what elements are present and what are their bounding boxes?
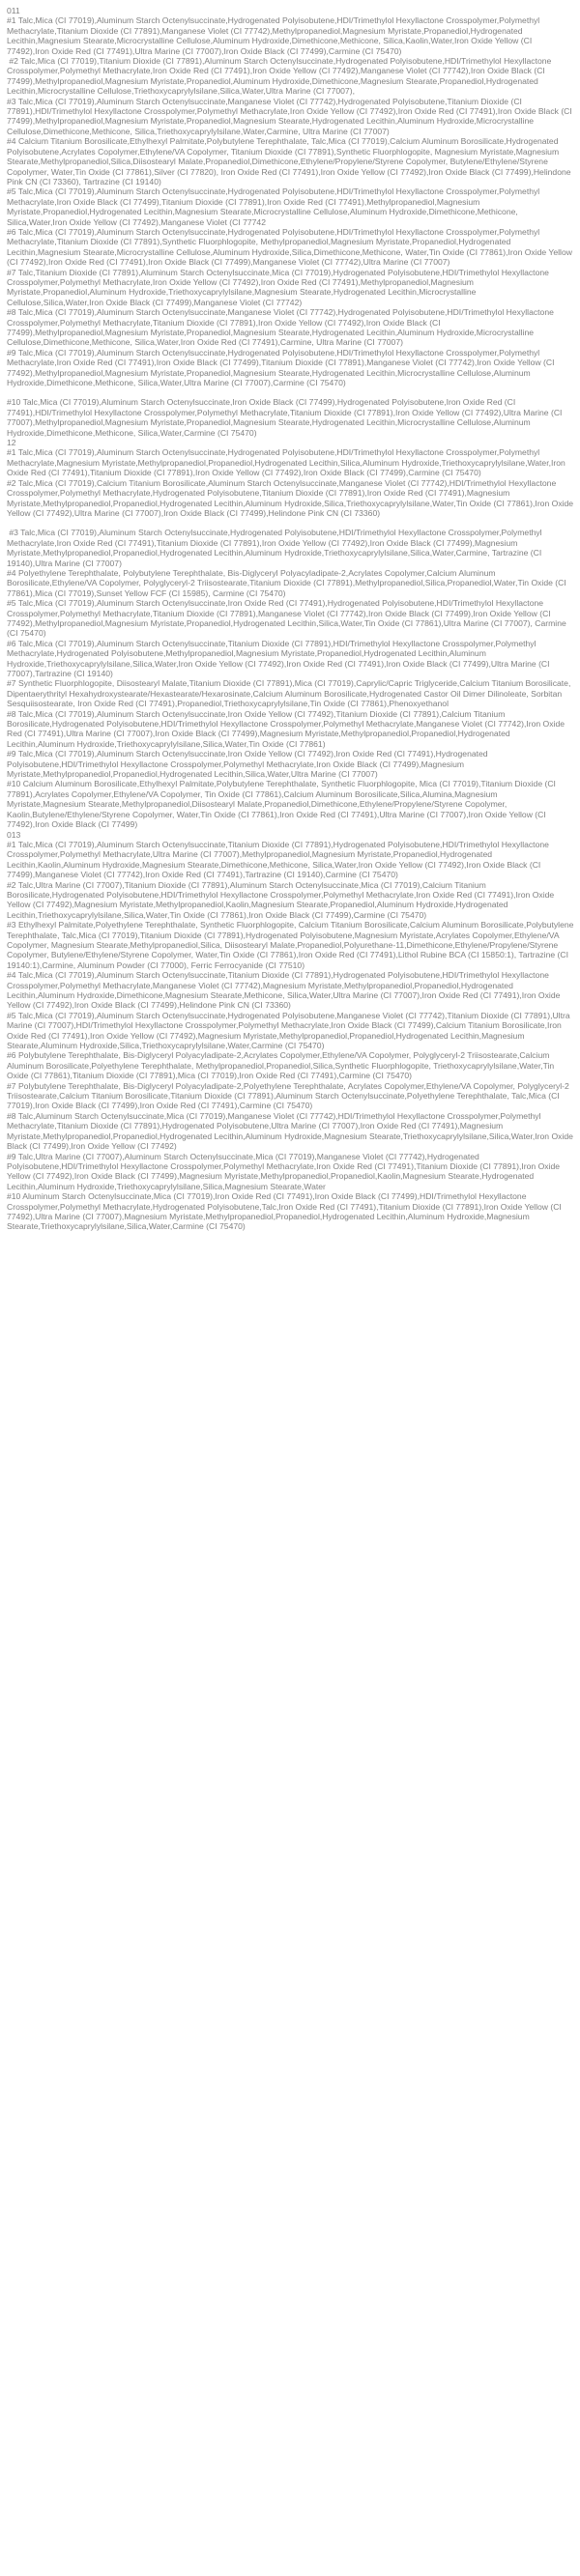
ingredient-paragraph: #4 Polyethylene Terephthalate, Polybutylene Terephthalate, Bis-Diglyceryl Polyacyladipate-2,Acrylates Copolymer,Calcium Aluminum Borosilicate,Ethylene/VA Copolymer, Polyglyceryl-2 Triisostearate,Titanium Dioxide (CI 77891),Methylpropanediol,Silica,Propanediol,Water,Tin Oxide (CI 77861),Mica (CI 77019),Sunset Yellow FCF (CI 15985), Carmine (CI 75470) <box>7 567 569 598</box>
ingredient-paragraph: #9 Talc,Mica (CI 77019),Aluminum Starch Octenylsuccinate,Iron Oxide Yellow (CI 77492),Iron Oxide Red (CI 77491),Hydrogenated Polyisobutene,HDI/Trimethylol Hexyllactone Crosspolymer,Polymethyl Methacrylate,Iron Oxide Black (CI 77499),Magnesium Myristate,Methylpropanediol,Propanediol,Hydrogenated Lecithin,Silica,Water,Ultra Marine (CI 77007) <box>7 749 490 780</box>
ingredient-paragraph: #3 Ethylhexyl Palmitate,Polyethylene Terephthalate, Synthetic Fluorphlogopite, Calcium Titanium Borosilicate,Calcium Aluminum Borosilicate,Polybutylene Terephthalate, Talc,Mica (CI 77019),Titanium Dioxide (CI 77891),Hydrogenated Polyisobutene,Magnesium Myristate,Acrylates Copolymer,Ethylene/VA Copolymer, Magnesium Stearate,Methylpropanediol,Silica, Diisostearyl Malate,Propanediol,Polyurethane-11,Dimethicone,Ethylene/Propylene/Styrene Copolymer, Butylene/Ethylene/Styrene Copolymer, Water,Tin Oxide (CI 77861),Iron Oxide Red (CI 77491),Lithol Rubine BCA (CI 15850:1), Tartrazine (CI 19140:1),Carmine, Aluminum Powder (CI 77000), Ferric Ferrocyanide (CI 77510) <box>7 920 576 970</box>
ingredient-paragraph: #5 Talc,Mica (CI 77019),Aluminum Starch Octenylsuccinate,Hydrogenated Polyisobutene,HDI/Trimethylol Hexyllactone Crosspolymer,Polymethyl Methacrylate,Iron Oxide Black (CI 77499),Titanium Dioxide (CI 77891),Iron Oxide Red (CI 77491),Methylpropanediol,Magnesium Myristate,Propanediol,Hydrogenated Lecithin,Magnesium Stearate,Microcrystalline Cellulose,Aluminum Hydroxide,Dimethicone,Methicone, Silica,Water,Iron Oxide Yellow (CI 77492),Manganese Violet (CI 77742 <box>7 186 542 227</box>
ingredient-paragraph: #4 Calcium Titanium Borosilicate,Ethylhexyl Palmitate,Polybutylene Terephthalate, Talc,Mica (CI 77019),Calcium Aluminum Borosilicate,Hydrogenated Polyisobutene,Acrylates Copolymer,Ethylene/VA Copolymer, Titanium Dioxide (CI 77891),Synthetic Fluorphlogopite, Magnesium Myristate,Magnesium Stearate,Methylpropanediol,Silica,Diisostearyl Malate,Propanediol,Dimethicone,Ethylene/Propylene/Styrene Copolymer, Butylene/Ethylene/Styrene Copolymer, Water,Tin Oxide (CI 77861),Silver (CI 77820), Iron Oxide Red (CI 77491),Iron Oxide Yellow (CI 77492),Iron Oxide Black (CI 77499),Helindone Pink CN (CI 73360), Tartrazine (CI 19140) <box>7 136 573 186</box>
ingredient-paragraph: #4 Talc,Mica (CI 77019),Aluminum Starch Octenylsuccinate,Titanium Dioxide (CI 77891),Hydrogenated Polyisobutene,HDI/Trimethylol Hexyllactone Crosspolymer,Polymethyl Methacrylate,Manganese Violet (CI 77742),Magnesium Myristate,Methylpropanediol,Propanediol,Hydrogenated Lecithin,Aluminum Hydroxide,Dimethicone,Magnesium Stearate,Methicone, Silica,Water,Ultra Marine (CI 77007),Iron Oxide Red (CI 77491),Iron Oxide Yellow (CI 77492),Iron Oxide Black (CI 77499),Helindone Pink CN (CI 73360) <box>7 970 563 1011</box>
ingredient-paragraph: #7 Polybutylene Terephthalate, Bis-Diglyceryl Polyacyladipate-2,Polyethylene Terephthalate, Acrylates Copolymer,Ethylene/VA Copolymer, Polyglyceryl-2 Triisostearate,Calcium Titanium Borosilicate,Titanium Dioxide (CI 77891),Aluminum Starch Octenylsuccinate,Polyethylene Terephthalate, Talc,Mica (CI 77019),Iron Oxide Black (CI 77499),Iron Oxide Red (CI 77491),Carmine (CI 75470) <box>7 1080 572 1111</box>
ingredient-paragraph: #8 Talc,Aluminum Starch Octenylsuccinate,Mica (CI 77019),Manganese Violet (CI 77742),HDI/Trimethylol Hexyllactone Crosspolymer,Polymethyl Methacrylate,Titanium Dioxide (CI 77891),Hydrogenated Polyisobutene,Ultra Marine (CI 77007),Iron Oxide Red (CI 77491),Magnesium Myristate,Methylpropanediol,Propanediol,Hydrogenated Lecithin,Aluminum Hydroxide,Magnesium Stearate,Triethoxycaprylylsilane,Silica,Water,Iron Oxide Black (CI 77499),Iron Oxide Yellow (CI 77492) <box>7 1110 576 1152</box>
ingredient-paragraph: #6 Talc,Mica (CI 77019),Aluminum Starch Octenylsuccinate,Hydrogenated Polyisobutene,HDI/Trimethylol Hexyllactone Crosspolymer,Polymethyl Methacrylate,Titanium Dioxide (CI 77891),Synthetic Fluorphlogopite, Methylpropanediol,Magnesium Myristate,Propanediol,Hydrogenated Lecithin,Magnesium Stearate,Microcrystalline Cellulose,Aluminum Hydroxide,Silica,Dimethicone,Methicone, Water,Tin Oxide (CI 77861),Iron Oxide Yellow (CI 77492),Iron Oxide Red (CI 77491),Iron Oxide Black (CI 77499),Manganese Violet (CI 77742),Ultra Marine (CI 77007) <box>7 226 575 268</box>
ingredient-paragraph: 013 #1 Talc,Mica (CI 77019),Aluminum Starch Octenylsuccinate,Titanium Dioxide (CI 77891),Hydrogenated Polyisobutene,HDI/Trimethylol Hexyllactone Crosspolymer,Polymethyl Methacrylate,Ultra Marine (CI 77007),Methylpropanediol,Magnesium Myristate,Propanediol,Hydrogenated Lecithin,Kaolin,Aluminum Hydroxide,Magnesium Stearate,Dimethicone,Methicone, Silica,Water,Iron Oxide Yellow (CI 77492),Iron Oxide Black (CI 77499),Manganese Violet (CI 77742),Iron Oxide Red (CI 77491),Tartrazine (CI 19140),Carmine (CI 75470) <box>7 829 549 880</box>
ingredient-paragraph: #2 Talc,Mica (CI 77019),Calcium Titanium Borosilicate,Aluminum Starch Octenylsuccinate,Manganese Violet (CI 77742),HDI/Trimethylol Hexyllactone Crosspolymer,Polymethyl Methacrylate,Hydrogenated Polyisobutene,Titanium Dioxide (CI 77891),Iron Oxide Red (CI 77491),Magnesium Myristate,Methylpropanediol,Propanediol,Hydrogenated Lecithin,Aluminum Hydroxide,Silica,Triethoxycaprylylsilane,Water,Tin Oxide (CI 77861),Iron Oxide Yellow (CI 77492),Ultra Marine (CI 77007),Iron Oxide Black (CI 77499),Helindone Pink CN (CI 73360) <box>7 477 576 518</box>
ingredient-paragraph: #2 Talc,Ultra Marine (CI 77007),Titanium Dioxide (CI 77891),Aluminum Starch Octenylsuccinate,Mica (CI 77019),Calcium Titanium Borosilicate,Hydrogenated Polyisobutene,HDI/Trimethylol Hexyllactone Crosspolymer,Polymethyl Methacrylate,Iron Oxide Red (CI 77491),Iron Oxide Yellow (CI 77492),Magnesium Myristate,Methylpropanediol,Kaolin,Magnesium Stearate,Propanediol,Aluminum Hydroxide,Hydrogenated Lecithin,Triethoxycaprylylsilane,Silica,Water,Tin Oxide (CI 77861),Iron Oxide Black (CI 77499),Carmine (CI 75470) <box>7 879 557 920</box>
ingredient-paragraph: #6 Polybutylene Terephthalate, Bis-Diglyceryl Polyacyladipate-2,Acrylates Copolymer,Ethylene/VA Copolymer, Polyglyceryl-2 Triisostearate,Calcium Aluminum Borosilicate,Polyethylene Terephthalate, Methylpropanediol,Propanediol,Silica,Synthetic Fluorphlogopite, Triethoxycaprylylsilane,Water,Tin Oxide (CI 77861),Titanium Dioxide (CI 77891),Mica (CI 77019),Iron Oxide Red (CI 77491),Carmine (CI 75470) <box>7 1050 557 1081</box>
paragraph-gap <box>7 518 574 528</box>
ingredient-paragraph: #10 Aluminum Starch Octenylsuccinate,Mica (CI 77019),Iron Oxide Red (CI 77491),Iron Oxide Black (CI 77499),HDI/Trimethylol Hexyllactone Crosspolymer,Polymethyl Methacrylate,Hydrogenated Polyisobutene,Talc,Iron Oxide Red (CI 77491),Titanium Dioxide (CI 77891),Iron Oxide Yellow (CI 77492),Ultra Marine (CI 77007),Magnesium Myristate,Methylpropanediol,Propanediol,Hydrogenated Lecithin,Aluminum Hydroxide,Magnesium Stearate,Triethoxycaprylylsilane,Silica,Water,Carmine (CI 75470) <box>7 1191 565 1232</box>
ingredient-paragraph: #9 Talc,Ultra Marine (CI 77007),Aluminum Starch Octenylsuccinate,Mica (CI 77019),Manganese Violet (CI 77742),Hydrogenated Polyisobutene,HDI/Trimethylol Hexyllactone Crosspolymer,Polymethyl Methacrylate,Iron Oxide Red (CI 77491),Titanium Dioxide (CI 77891),Iron Oxide Yellow (CI 77492),Iron Oxide Black (CI 77499),Magnesium Myristate,Methylpropanediol,Propanediol,Kaolin,Magnesium Stearate,Hydrogenated Lecithin,Aluminum Hydroxide,Triethoxycaprylylsilane,Silica,Magnesium Stearate,Water <box>7 1151 563 1191</box>
ingredient-paragraph: #10 Talc,Mica (CI 77019),Aluminum Starch Octenylsuccinate,Iron Oxide Black (CI 77499),Hydrogenated Polyisobutene,Iron Oxide Red (CI 77491),HDI/Trimethylol Hexyllactone Crosspolymer,Polymethyl Methacrylate,Titanium Dioxide (CI 77891),Iron Oxide Yellow (CI 77492),Ultra Marine (CI 77007),Methylpropanediol,Magnesium Myristate,Propanediol,Magnesium Stearate,Hydrogenated Lecithin,Microcrystalline Cellulose,Aluminum Hydroxide,Dimethicone,Methicone, Silica,Water,Carmine (CI 75470) 12 <box>7 397 563 448</box>
ingredient-paragraph: #7 Synthetic Fluorphlogopite, Diisostearyl Malate,Titanium Dioxide (CI 77891),Mica (CI 77019),Caprylic/Capric Triglyceride,Calcium Titanium Borosilicate, Dipentaerythrityl Hexahydroxystearate/Hexastearate/Hexarosinate,Calcium Aluminum Borosilicate,Hydrogenated Castor Oil Dimer Dilinoleate, Sorbitan Sesquiisostearate, Iron Oxide Red (CI 77491),Propanediol,Triethoxycaprylylsilane,Tin Oxide (CI 77861),Phenoxyethanol <box>7 678 573 709</box>
ingredient-paragraph: #5 Talc,Mica (CI 77019),Aluminum Starch Octenylsuccinate,Iron Oxide Red (CI 77491),Hydrogenated Polyisobutene,HDI/Trimethylol Hexyllactone Crosspolymer,Polymethyl Methacrylate,Titanium Dioxide (CI 77891),Manganese Violet (CI 77742),Iron Oxide Black (CI 77499),Iron Oxide Yellow (CI 77492),Methylpropanediol,Magnesium Myristate,Propanediol,Hydrogenated Lecithin,Silica,Water,Tin Oxide (CI 77861),Ultra Marine (CI 77007), Carmine (CI 75470) <box>7 598 569 639</box>
ingredient-paragraph: #3 Talc,Mica (CI 77019),Aluminum Starch Octenylsuccinate,Manganese Violet (CI 77742),Hydrogenated Polyisobutene,Titanium Dioxide (CI 77891),HDI/Trimethylol Hexyllactone Crosspolymer,Polymethyl Methacrylate,Iron Oxide Yellow (CI 77492),Iron Oxide Red (CI 77491),Iron Oxide Black (CI 77499),Methylpropanediol,Magnesium Myristate,Propanediol,Magnesium Stearate,Hydrogenated Lecithin,Aluminum Hydroxide,Microcrystalline Cellulose,Dimethicone,Methicone, Silica,Triethoxycaprylylsilane,Water,Carmine, Ultra Marine (CI 77007) <box>7 96 575 136</box>
ingredient-list-document <box>0 0 580 1232</box>
ingredient-paragraph: #1 Talc,Mica (CI 77019),Aluminum Starch Octenylsuccinate,Hydrogenated Polyisobutene,HDI/Trimethylol Hexyllactone Crosspolymer,Polymethyl Methacrylate,Magnesium Myristate,Methylpropanediol,Propanediol,Hydrogenated Lecithin,Silica,Aluminum Hydroxide,Triethoxycaprylylsilane,Water,Iron Oxide Red (CI 77491),Titanium Dioxide (CI 77891),Iron Oxide Yellow (CI 77492),Iron Oxide Black (CI 77499),Carmine (CI 75470) <box>7 447 568 478</box>
ingredient-paragraph: #5 Talc,Mica (CI 77019),Aluminum Starch Octenylsuccinate,Hydrogenated Polyisobutene,Manganese Violet (CI 77742),Titanium Dioxide (CI 77891),Ultra Marine (CI 77007),HDI/Trimethylol Hexyllactone Crosspolymer,Polymethyl Methacrylate,Iron Oxide Black (CI 77499),Calcium Titanium Borosilicate,Iron Oxide Red (CI 77491),Iron Oxide Yellow (CI 77492),Magnesium Myristate,Methylpropanediol,Propanediol,Hydrogenated Lecithin,Magnesium Stearate,Aluminum Hydroxide,Silica,Triethoxycaprylylsilane,Water,Carmine (CI 75470) <box>7 1010 572 1051</box>
paragraph-gap <box>7 387 574 397</box>
ingredient-paragraph: #6 Talc,Mica (CI 77019),Aluminum Starch Octenylsuccinate,Titanium Dioxide (CI 77891),HDI/Trimethylol Hexyllactone Crosspolymer,Polymethyl Methacrylate,Hydrogenated Polyisobutene,Methylpropanediol,Magnesium Myristate,Propanediol,Hydrogenated Lecithin,Aluminum Hydroxide,Triethoxycaprylylsilane,Silica,Water,Iron Oxide Yellow (CI 77492),Iron Oxide Red (CI 77491),Iron Oxide Black (CI 77499),Ultra Marine (CI 77007),Tartrazine (CI 19140) <box>7 638 552 678</box>
ingredient-paragraph: #9 Talc,Mica (CI 77019),Aluminum Starch Octenylsuccinate,Hydrogenated Polyisobutene,HDI/Trimethylol Hexyllactone Crosspolymer,Polymethyl Methacrylate,Iron Oxide Red (CI 77491),Iron Oxide Black (CI 77499),Titanium Dioxide (CI 77891),Manganese Violet (CI 77742),Iron Oxide Yellow (CI 77492),Methylpropanediol,Magnesium Myristate,Propanediol,Magnesium Stearate,Hydrogenated Lecithin,Microcrystalline Cellulose,Aluminum Hydroxide,Dimethicone,Methicone, Silica,Water,Ultra Marine (CI 77007),Carmine (CI 75470) <box>7 347 557 388</box>
ingredient-paragraph: #8 Talc,Mica (CI 77019),Aluminum Starch Octenylsuccinate,Iron Oxide Yellow (CI 77492),Titanium Dioxide (CI 77891),Calcium Titanium Borosilicate,Hydrogenated Polyisobutene,HDI/Trimethylol Hexyllactone Crosspolymer,Polymethyl Methacrylate,Manganese Violet (CI 77742),Iron Oxide Red (CI 77491),Ultra Marine (CI 77007),Iron Oxide Black (CI 77499),Magnesium Myristate,Methylpropanediol,Propanediol,Hydrogenated Lecithin,Aluminum Hydroxide,Triethoxycaprylylsilane,Silica,Water,Tin Oxide (CI 77861) <box>7 708 567 749</box>
ingredient-paragraph: #8 Talc,Mica (CI 77019),Aluminum Starch Octenylsuccinate,Manganese Violet (CI 77742),Hydrogenated Polyisobutene,HDI/Trimethylol Hexyllactone Crosspolymer,Polymethyl Methacrylate,Titanium Dioxide (CI 77891),Iron Oxide Yellow (CI 77492),Iron Oxide Black (CI 77499),Methylpropanediol,Magnesium Myristate,Propanediol,Magnesium Stearate,Hydrogenated Lecithin,Aluminum Hydroxide,Microcrystalline Cellulose,Dimethicone,Methicone, Silica,Water,Iron Oxide Red (CI 77491),Carmine, Ultra Marine (CI 77007) <box>7 307 557 348</box>
ingredient-paragraph: #3 Talc,Mica (CI 77019),Aluminum Starch Octenylsuccinate,Hydrogenated Polyisobutene,HDI/Trimethylol Hexyllactone Crosspolymer,Polymethyl Methacrylate,Iron Oxide Red (CI 77491),Titanium Dioxide (CI 77891),Iron Oxide Yellow (CI 77492),Iron Oxide Black (CI 77499),Magnesium Myristate,Methylpropanediol,Propanediol,Hydrogenated Lecithin,Aluminum Hydroxide,Triethoxycaprylylsilane,Silica,Water,Carmine, Tartrazine (CI 19140),Ultra Marine (CI 77007) <box>7 528 544 568</box>
ingredient-paragraph: 011 #1 Talc,Mica (CI 77019),Aluminum Starch Octenylsuccinate,Hydrogenated Polyisobutene,HDI/Trimethylol Hexyllactone Crosspolymer,Polymethyl Methacrylate,Titanium Dioxide (CI 77891),Manganese Violet (CI 77742),Methylpropanediol,Magnesium Myristate,Propanediol,Hydrogenated Lecithin,Magnesium Stearate,Microcrystalline Cellulose,Aluminum Hydroxide,Dimethicone,Methicone, Silica,Kaolin,Water,Iron Oxide Yellow (CI 77492),Iron Oxide Red (CI 77491),Ultra Marine (CI 77007),Iron Oxide Black (CI 77499),Carmine (CI 75470) <box>7 6 540 56</box>
ingredient-paragraph: #2 Talc,Mica (CI 77019),Titanium Dioxide (CI 77891),Aluminum Starch Octenylsuccinate,Hydrogenated Polyisobutene,HDI/Trimethylol Hexyllactone Crosspolymer,Polymethyl Methacrylate,Iron Oxide Red (CI 77491),Iron Oxide Yellow (CI 77492),Manganese Violet (CI 77742),Iron Oxide Black (CI 77499),Methylpropanediol,Magnesium Myristate,Propanediol,Aluminum Hydroxide,Dimethicone,Magnesium Stearate,Propanediol,Hydrogenated Lecithin,Microcrystalline Cellulose,Triethoxycaprylylsilane,Silica,Water,Ultra Marine (CI 77007), <box>7 56 554 97</box>
ingredient-paragraph: #7 Talc,Titanium Dioxide (CI 77891),Aluminum Starch Octenylsuccinate,Mica (CI 77019),Hydrogenated Polyisobutene,HDI/Trimethylol Hexyllactone Crosspolymer,Polymethyl Methacrylate,Iron Oxide Yellow (CI 77492),Iron Oxide Red (CI 77491),Methylpropanediol,Magnesium Myristate,Propanediol,Aluminum Hydroxide,Triethoxycaprylylsilane,Magnesium Stearate,Hydrogenated Lecithin,Microcrystalline Cellulose,Silica,Water,Iron Oxide Black (CI 77499),Manganese Violet (CI 77742) <box>7 267 552 307</box>
ingredient-paragraph: #10 Calcium Aluminum Borosilicate,Ethylhexyl Palmitate,Polybutylene Terephthalate, Synthetic Fluorphlogopite, Mica (CI 77019),Titanium Dioxide (CI 77891),Acrylates Copolymer,Ethylene/VA Copolymer, Tin Oxide (CI 77861),Calcium Aluminum Borosilicate,Silica,Alumina,Magnesium Myristate,Magnesium Stearate,Methylpropanediol,Diisostearyl Malate,Propanediol,Dimethicone,Ethylene/Propylene/Styrene Copolymer, Kaolin,Butylene/Ethylene/Styrene Copolymer, Water,Tin Oxide (CI 77861),Iron Oxide Red (CI 77491),Ultra Marine (CI 77007),Iron Oxide Yellow (CI 77492),Iron Oxide Black (CI 77499) <box>7 779 559 830</box>
